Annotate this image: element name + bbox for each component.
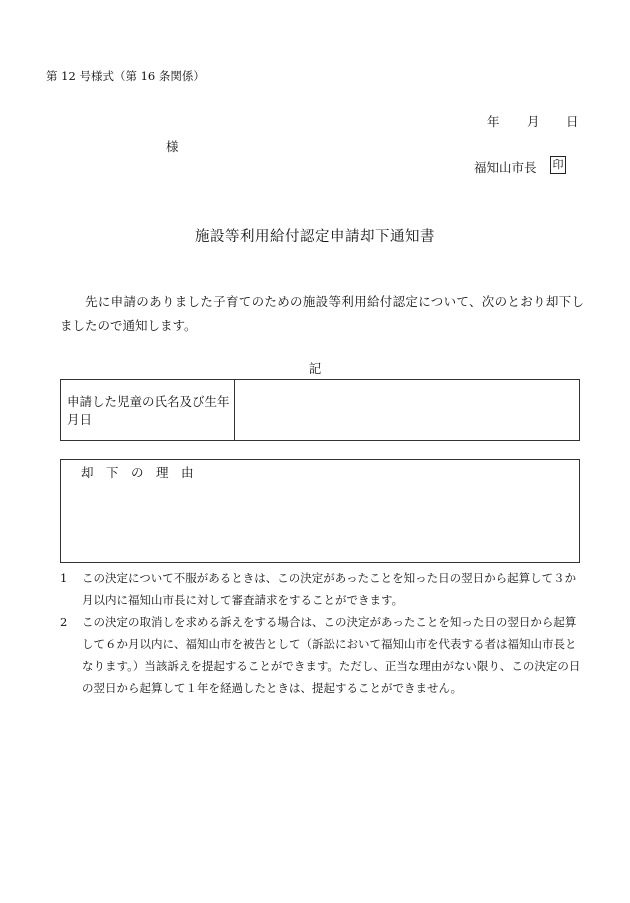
date-year-label: 年 [487,114,500,129]
note-item [60,567,584,611]
date-month-label: 月 [527,114,540,129]
seal-stamp: 印 [550,156,566,174]
body-paragraph: 先に申請のありました子育てのための施設等利用給付認定について、次のとおり却下しましたので通知します。 [60,294,584,333]
form-number: 第 12 号様式（第 16 条関係） [46,69,205,83]
rejection-reason-label: 却 下 の 理 由 [81,465,194,480]
note-item [60,611,584,699]
note-number: 2 [60,615,68,629]
note-text: この決定について不服があるときは、この決定があったことを知った日の翌日から起算して３か月以内に福知山市長に対して審査請求をすることができます。 [82,571,577,607]
date-day-label: 日 [566,114,579,129]
notes-list [60,567,584,699]
note-number: 1 [60,571,68,585]
child-info-label: 申請した児童の氏名及び生年月日 [67,394,230,427]
child-info-box [60,379,580,441]
rejection-reason-box [60,459,580,563]
document-title: 施設等利用給付認定申請却下通知書 [195,229,435,245]
child-info-divider [234,380,235,440]
note-text: この決定の取消しを求める訴えをする場合は、この決定があったことを知った日の翌日から起算して６か月以内に、福知山市を被告として（訴訟において福知山市を代表する者は福知山市長となります。）当該訴えを提起することができます。ただし、正当な理由がない限り、この決定の日の翌日から起算して１年を経過したときは、提起することができません。 [82,615,581,695]
addressee-suffix: 様 [166,139,179,154]
issuer-name: 福知山市長 [474,160,537,175]
ki-label: 記 [308,361,322,376]
